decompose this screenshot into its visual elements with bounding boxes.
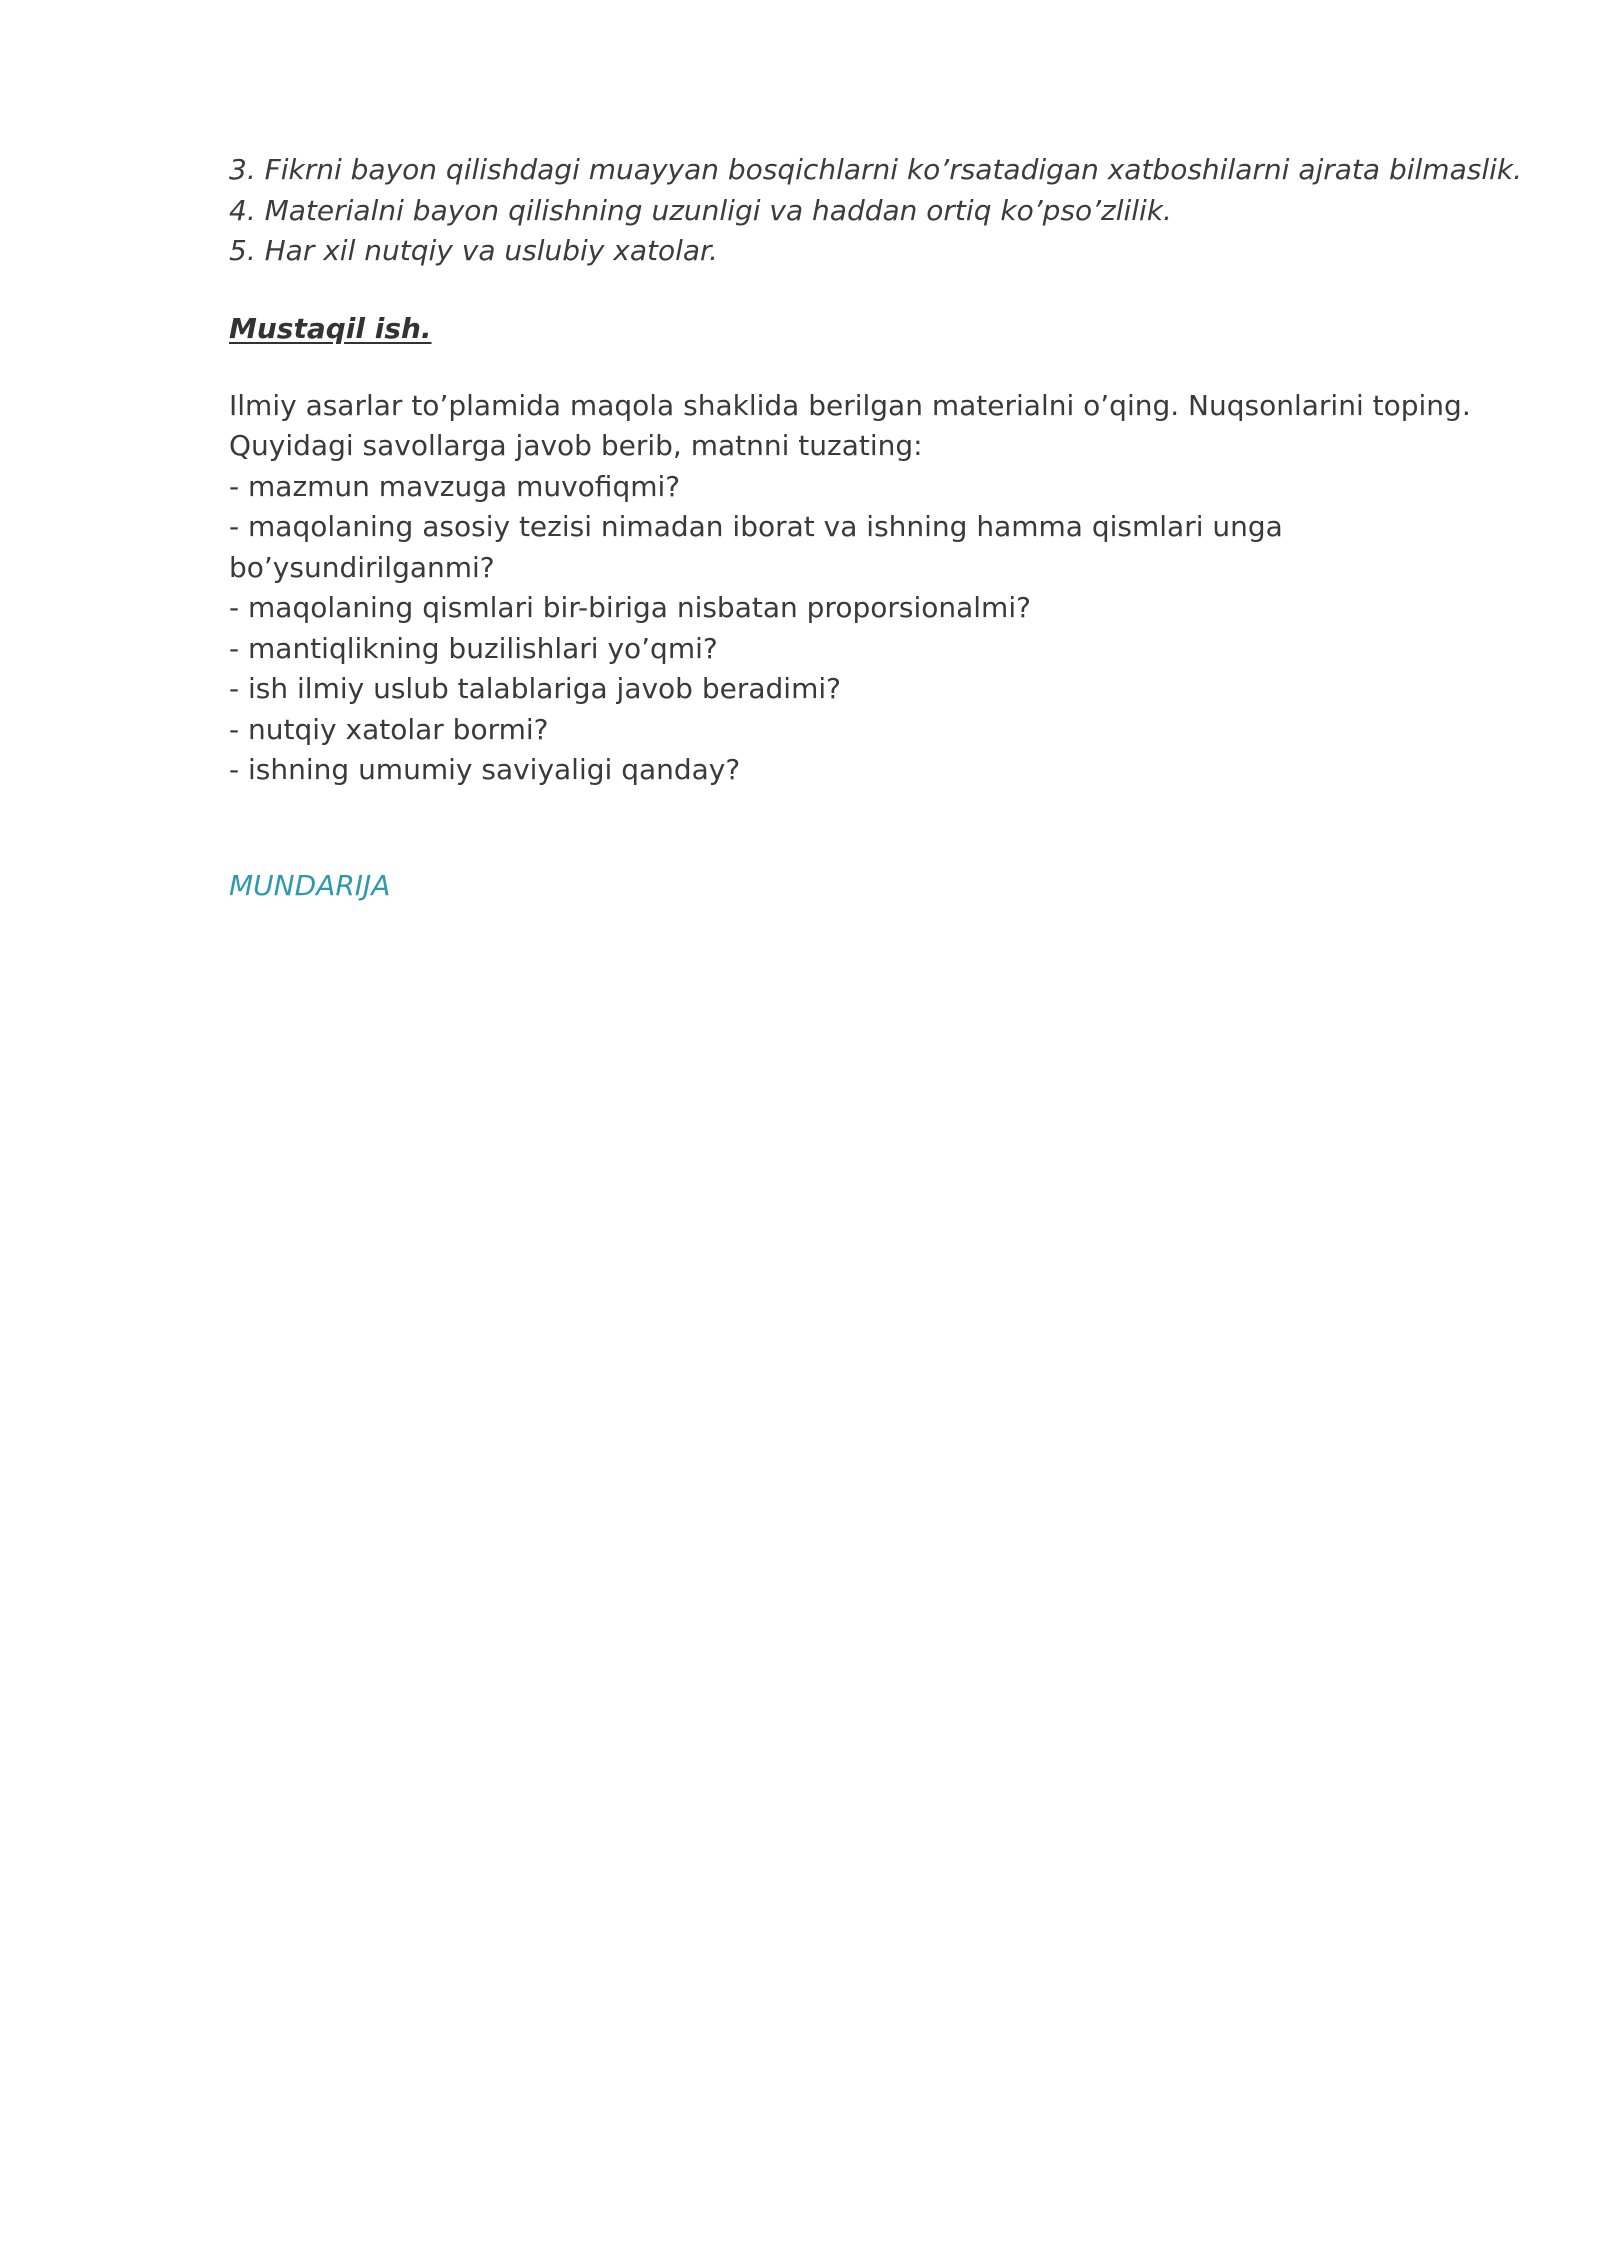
question-item: - maqolaning qismlari bir-biriga nisbatan proporsionalmi?	[229, 591, 1031, 624]
section-heading: Mustaqil ish.	[229, 311, 432, 345]
question-item-continuation: bo’ysundirilganmi?	[229, 550, 495, 584]
table-of-contents-link[interactable]: MUNDARIJA	[229, 868, 391, 902]
paragraph-line: Quyidagi savollarga javob berib, matnni tuzating:	[229, 429, 923, 462]
list-item: 4. Materialni bayon qilishning uzunligi va haddan ortiq ko’pso’zlilik.	[229, 193, 1172, 227]
paragraph-line: Ilmiy asarlar to’plamida maqola shaklida berilgan materialni o’qing. Nuqsonlarini toping.	[229, 388, 1471, 422]
question-item: - ishning umumiy saviyaligi qanday?	[229, 753, 741, 786]
list-item: 5. Har xil nutqiy va uslubiy xatolar.	[229, 234, 718, 267]
document-page	[229, 150, 1522, 906]
assignment-text	[229, 386, 1469, 791]
question-item: - mazmun mavzuga muvofiqmi?	[229, 469, 681, 503]
question-item: - maqolaning asosiy tezisi nimadan iborat va ishning hamma qismlari unga	[229, 510, 1283, 543]
question-item: - mantiqlikning buzilishlari yo’qmi?	[229, 631, 718, 665]
question-item: - ish ilmiy uslub talablariga javob beradimi?	[229, 672, 841, 705]
question-item: - nutqiy xatolar bormi?	[229, 712, 549, 746]
list-item: 3. Fikrni bayon qilishdagi muayyan bosqichlarni ko’rsatadigan xatboshilarni ajrata bilmaslik.	[229, 153, 1522, 186]
numbered-list	[229, 150, 1522, 272]
